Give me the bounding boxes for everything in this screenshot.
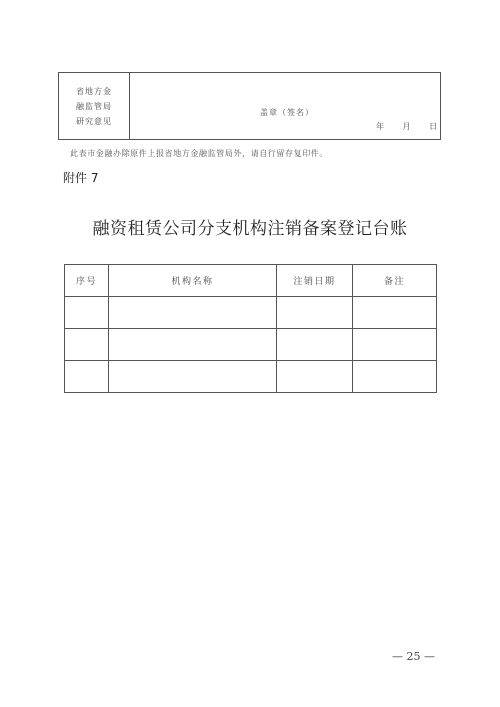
table-row [65, 361, 437, 393]
table-row [65, 297, 437, 329]
table-cell [353, 297, 437, 329]
ledger-table [64, 264, 437, 393]
header-serial-number: 序号 [65, 265, 109, 297]
table-cell [353, 361, 437, 393]
table-cell [277, 297, 353, 329]
header-remarks: 备注 [353, 265, 437, 297]
seal-signature-text: 盖章（签名） [260, 108, 314, 117]
ledger-header-row [65, 265, 437, 297]
document-title: 融资租赁公司分支机构注销备案登记台账 [92, 219, 408, 239]
opinion-label-line-3: 研究意见 [76, 116, 112, 126]
header-cancellation-date: 注销日期 [277, 265, 353, 297]
table-cell [65, 361, 109, 393]
date-text: 年 月 日 [376, 122, 438, 131]
table-cell [65, 329, 109, 361]
table-cell [109, 329, 277, 361]
table-row [65, 329, 437, 361]
table-cell [109, 361, 277, 393]
table-cell [277, 329, 353, 361]
attachment-label: 附件 7 [63, 171, 99, 185]
page-number: — 25 — [392, 650, 435, 663]
opinion-table [58, 72, 441, 140]
header-institution-name: 机构名称 [109, 265, 277, 297]
table-cell [353, 329, 437, 361]
table-cell [277, 361, 353, 393]
table-cell [109, 297, 277, 329]
table-cell [65, 297, 109, 329]
opinion-label-cell [59, 73, 130, 139]
footnote: 此表市金融办除原件上报省地方金融监管局外，请自行留存复印件。 [70, 149, 328, 158]
opinion-body-cell [130, 73, 440, 139]
opinion-label-line-1: 省地方金 [76, 86, 112, 96]
opinion-label-line-2: 融监管局 [76, 101, 112, 111]
